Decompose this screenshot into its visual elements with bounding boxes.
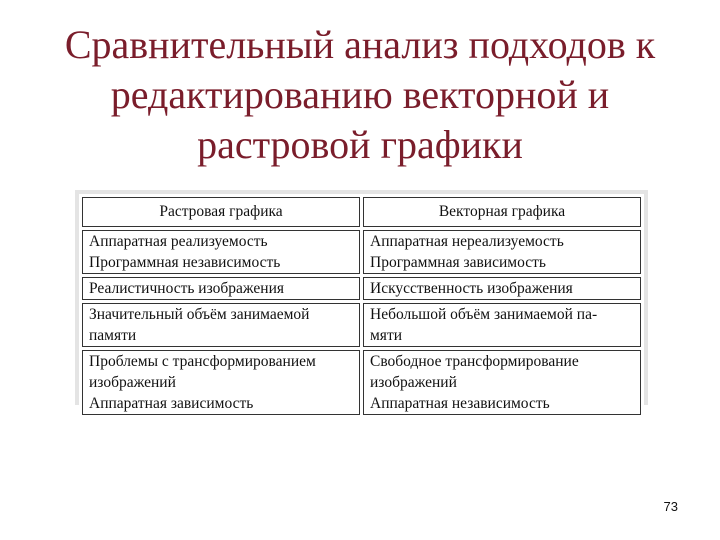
cell-line: Аппаратная зависимость — [89, 395, 254, 412]
cell-line: Искусственность изображения — [370, 280, 573, 297]
table-cell-vector — [363, 350, 641, 415]
table-cell-raster — [82, 230, 360, 274]
table-header-row — [82, 197, 641, 227]
cell-line: Аппаратная нереализуемость — [370, 233, 564, 250]
cell-line: изображений — [370, 374, 457, 391]
cell-line: Аппаратная реализуемость — [89, 233, 268, 250]
cell-line: Аппаратная независимость — [370, 395, 550, 412]
cell-line: мяти — [370, 327, 403, 344]
cell-line: Программная зависимость — [370, 254, 546, 271]
title-line-2: редактированию векторной и — [110, 72, 610, 117]
table-cell-raster — [82, 303, 360, 347]
table-row — [82, 230, 641, 274]
title-line-3: растровой графики — [197, 122, 523, 167]
comparison-table — [79, 194, 644, 418]
table-cell-raster — [82, 350, 360, 415]
table-row — [82, 303, 641, 347]
cell-line: Проблемы с трансформированием — [89, 353, 316, 370]
table-cell-vector — [363, 303, 641, 347]
table-cell-vector — [363, 277, 641, 300]
page-number: 73 — [663, 499, 678, 514]
table-row — [82, 277, 641, 300]
cell-line: Программная независимость — [89, 254, 281, 271]
cell-line: Свободное трансформирование — [370, 353, 579, 370]
table-cell-vector — [363, 230, 641, 274]
comparison-table-frame — [75, 190, 648, 412]
title-line-1: Сравнительный анализ подходов к — [64, 22, 656, 67]
cell-line: изображений — [89, 374, 176, 391]
header-raster: Растровая графика — [82, 197, 360, 227]
cell-line: Небольшой объём занимаемой па- — [370, 306, 598, 323]
table-cell-raster — [82, 277, 360, 300]
slide-title — [20, 20, 700, 170]
cell-line: Значительный объём занимаемой — [89, 306, 310, 323]
table-row — [82, 350, 641, 415]
cell-line: памяти — [89, 327, 137, 344]
header-vector: Векторная графика — [363, 197, 641, 227]
cell-line: Реалистичность изображения — [89, 280, 284, 297]
